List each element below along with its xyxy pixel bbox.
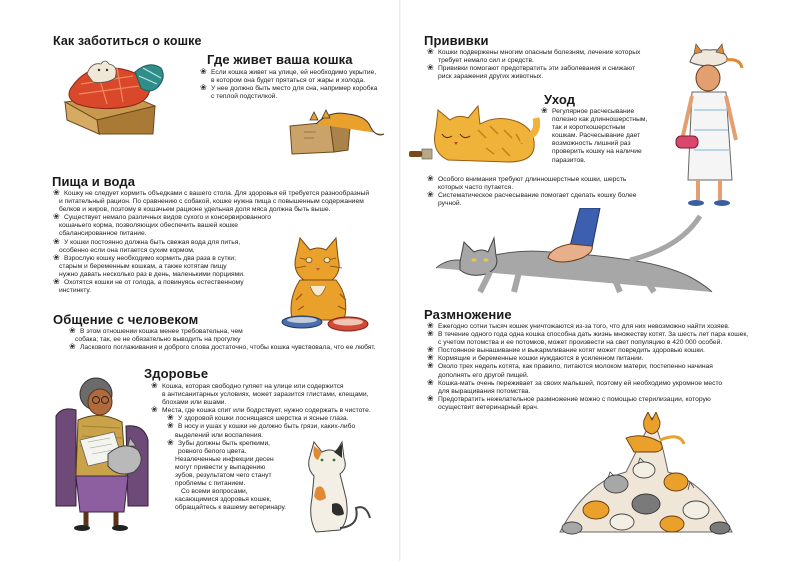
list-item: старым и беременным кошкам, а также котятам пищу — [59, 262, 227, 270]
list-item: ❀ Постоянное вынашивание и выкармливание котят может повредить здоровью кошки. — [427, 347, 787, 355]
main-title: Как заботиться о кошке — [53, 34, 202, 48]
list-item: ❀ Регулярное расчесывание — [541, 108, 691, 116]
care-text — [541, 108, 691, 165]
list-item: белков и жиров, поэтому в кошачьем рационе удельная доля мяса должна быть выше. — [59, 206, 331, 214]
home-bullets — [200, 69, 400, 101]
list-item: так и короткошерстным — [552, 124, 626, 132]
list-item: ❀ Места, где кошка спит или бодрствует, нужно содержать в чистоте. — [151, 407, 401, 415]
list-item: с теплой подстилкой. — [211, 93, 278, 101]
list-item: зубов, результатом чего станут — [175, 472, 272, 480]
list-item: кошачьего корма, позволяющих обеспечить вашей кошке — [59, 222, 239, 230]
list-item: ❀ В носу и ушах у кошки не должно быть грязи, каких-либо — [167, 423, 401, 431]
list-item: ❀ Зубы должны быть крепкими, — [167, 440, 401, 448]
list-item: возможность лишний раз — [552, 140, 631, 148]
list-item: Со всеми вопросами, — [181, 488, 248, 496]
list-item: ❀ У кошки постоянно должна быть свежая вода для питья, — [53, 239, 403, 247]
calico-cat-illustration — [296, 438, 376, 538]
food-title: Пища и вода — [52, 174, 136, 189]
home-title: Где живет ваша кошка — [207, 52, 353, 67]
list-item: могут привести у выпадению — [175, 463, 266, 471]
care-extra-text — [427, 176, 687, 208]
list-item: собака; так, ее не обязательно выводить на прогулку — [75, 336, 241, 344]
list-item: Незалеченные инфекции десен — [175, 455, 274, 463]
list-item: ручной. — [438, 200, 462, 208]
list-item: паразитов. — [552, 156, 586, 164]
list-item: ❀ Кошки подвержены многим опасным болезням, лечение которых — [427, 49, 667, 57]
list-item: нужно давать несколько раз в день, маленькими порциями. — [59, 270, 245, 278]
list-item: дополнять его другой пищей. — [438, 371, 529, 379]
pile-of-cats-illustration — [556, 412, 736, 538]
list-item: ❀ Особого внимания требуют длинношерстные кошки, шерсть — [427, 176, 687, 184]
list-item: особенно если она питается сухим кормом. — [59, 246, 195, 254]
list-item: ❀ Ласкового поглаживания и доброго слова достаточно, чтобы кошка чувствовала, что ее любят. — [69, 344, 399, 352]
list-item: ❀ Предотвратить нежелательное размножение можно с помощью стерилизации, которую — [427, 396, 787, 404]
breeding-text — [427, 323, 787, 412]
list-item: с учетом потомства и ее потомков, может произвести на свет популяцию в 420 000 особей. — [438, 339, 723, 347]
fluffy-ginger-cat-illustration — [428, 100, 540, 168]
list-item: ❀ Кошку не следует кормить объедками с вашего стола. Для здоровья ей требуется разнообразный — [53, 190, 403, 198]
list-item: ❀ У здоровой кошки лоснящаяся шерстка и ясные глаза. — [167, 415, 401, 423]
list-item: ❀ В течение одного года одна кошка способна дать жизнь множеству котят. За шесть лет пара кошек, — [427, 331, 787, 339]
list-item: в котором она будет прятаться от жары и холода. — [211, 77, 366, 85]
list-item: для выращивания потомства. — [438, 387, 531, 395]
human-title: Общение с человеком — [53, 312, 199, 327]
breeding-title: Размножение — [424, 307, 512, 322]
list-item: ❀ У нее должно быть место для сна, например коробка — [200, 85, 400, 93]
brush-icon — [408, 146, 434, 162]
list-item: касающимися здоровья кошек, — [175, 496, 272, 504]
list-item: ❀ Кошка, которая свободно гуляет на улице или содержится — [151, 383, 401, 391]
list-item: ❀ Ежегодно сотни тысяч кошек уничтожаются из-за того, что для них невозможно найти хозяев. — [427, 323, 787, 331]
cat-on-blanket-illustration — [57, 54, 169, 136]
ginger-cat-with-bowls-illustration — [274, 236, 374, 338]
list-item: ❀ Если кошка живет на улице, ей необходимо укрытие, — [200, 69, 400, 77]
list-item: обращайтесь к вашему ветеринару. — [175, 504, 287, 512]
list-item: блохами или вшами. — [162, 399, 227, 407]
list-item: и питательный рацион. По сравнению с собакой, кошке нужна пища с повышенным содержанием — [59, 198, 364, 206]
hand-stroking-cat-illustration — [430, 208, 716, 294]
list-item: выделений или воспаления. — [175, 431, 264, 439]
list-item: риск заражения других животных. — [438, 73, 544, 81]
list-item: полезно как длинношерстным, — [552, 116, 648, 124]
list-item: ❀ Существует немало различных видов сухого и консервированного — [53, 214, 403, 222]
list-item: ❀ Охотятся кошки не от голода, а повинуясь естественному — [53, 279, 403, 287]
list-item: проблемы с питанием. — [175, 480, 246, 488]
list-item: которых часто путается. — [438, 184, 514, 192]
list-item: ❀ Кормящие и беременные кошки нуждаются в усиленном питании. — [427, 355, 787, 363]
list-item: инстинкту. — [59, 287, 91, 295]
care-title: Уход — [544, 92, 576, 107]
list-item: ❀ В этом отношении кошка менее требовательна, чем — [69, 328, 399, 336]
vaccines-text — [427, 49, 667, 81]
list-item: ❀ Взрослую кошку необходимо кормить два раза в сутки; — [53, 255, 403, 263]
list-item: кошкам. Расчесывание дает — [552, 132, 641, 140]
list-item: в антисанитарных условиях, может заразится глистами, клещами, — [162, 391, 369, 399]
vaccines-title: Прививки — [424, 33, 489, 48]
list-item: проверить кошку на наличие — [552, 148, 642, 156]
list-item: ❀ Прививки помогают предотвратить эти заболевания и снижают — [427, 65, 667, 73]
list-item: ❀ Систематическое расчесывание помогает сделать кошку более — [427, 192, 687, 200]
health-title: Здоровье — [144, 366, 209, 381]
list-item: сбалансированное питание. — [59, 230, 147, 238]
grandma-reading-illustration — [52, 366, 156, 532]
list-item: осуществит ветеринарный врач. — [438, 403, 539, 411]
human-text — [69, 328, 399, 352]
list-item: ❀ Около трех недель котята, как правило, питаются молоком матери, постепенно начиная — [427, 363, 787, 371]
list-item: ❀ Кошка-мать очень переживает за своих малышей, поэтому ей необходимо укромное место — [427, 380, 787, 388]
cat-in-box-illustration — [286, 104, 386, 156]
list-item: ровного белого цвета. — [178, 447, 247, 455]
list-item: требует немало сил и средств. — [438, 57, 534, 65]
